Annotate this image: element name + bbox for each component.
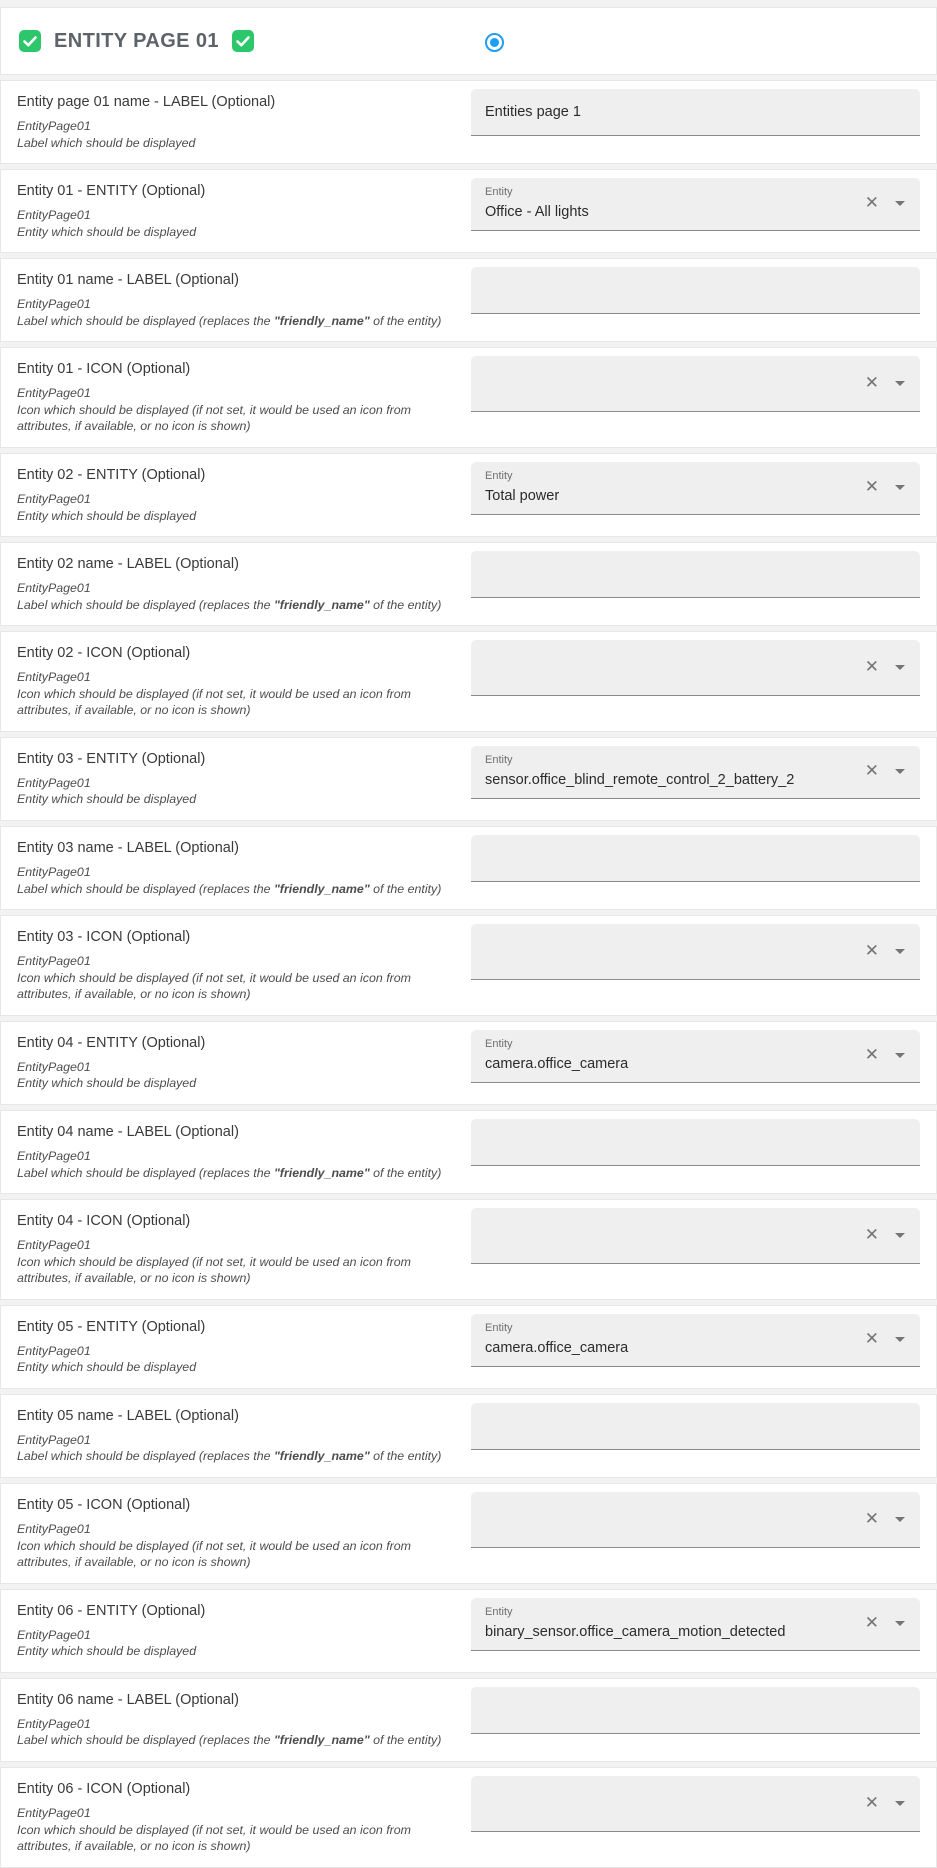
selected-value: Total power bbox=[485, 487, 560, 504]
selected-value: camera.office_camera bbox=[485, 1055, 629, 1072]
row-field-area bbox=[471, 1395, 936, 1460]
dropdown-arrow-icon[interactable] bbox=[895, 201, 905, 206]
row-description: Entity which should be displayed bbox=[17, 1076, 197, 1091]
row-title: Entity 01 - ENTITY (Optional) bbox=[17, 183, 206, 200]
clear-icon[interactable]: ✕ bbox=[864, 373, 879, 394]
row-schema-name: EntityPage01 bbox=[17, 1522, 91, 1537]
clear-icon[interactable]: ✕ bbox=[864, 657, 879, 678]
selected-value: camera.office_camera bbox=[485, 1339, 629, 1356]
row-info bbox=[1, 1679, 471, 1761]
row-info bbox=[1, 81, 471, 163]
row-field-area bbox=[471, 738, 936, 809]
row-title: Entity page 01 name - LABEL (Optional) bbox=[17, 94, 276, 110]
radio-selected-dot bbox=[490, 38, 499, 47]
field-icons bbox=[865, 924, 905, 979]
checkbox-checked-icon bbox=[232, 30, 254, 52]
dropdown-arrow-icon[interactable] bbox=[895, 1337, 905, 1342]
field-icons bbox=[865, 462, 905, 514]
row-title: Entity 03 - ENTITY (Optional) bbox=[17, 750, 206, 767]
selected-value: binary_sensor.office_camera_motion_detected bbox=[485, 1623, 786, 1640]
label-text-input[interactable] bbox=[471, 551, 920, 598]
field-floating-label: Entity bbox=[485, 1321, 513, 1334]
row-title: Entity 04 - ENTITY (Optional) bbox=[17, 1034, 206, 1051]
row-description: Icon which should be displayed (if not set, it would be used an icon from attributes, if available, or no icon is shown) bbox=[17, 970, 411, 1002]
row-field-area bbox=[471, 1679, 936, 1744]
row-description: Entity which should be displayed bbox=[17, 792, 197, 807]
row-schema-name: EntityPage01 bbox=[17, 119, 91, 134]
icon-combobox[interactable] bbox=[471, 1208, 920, 1264]
row-schema-name: EntityPage01 bbox=[17, 386, 91, 401]
row-schema-name: EntityPage01 bbox=[17, 1060, 91, 1075]
icon-combobox[interactable] bbox=[471, 640, 920, 696]
row-title: Entity 04 - ICON (Optional) bbox=[17, 1213, 191, 1230]
row-field-area bbox=[471, 348, 936, 422]
clear-icon[interactable]: ✕ bbox=[864, 761, 879, 782]
row-field-area bbox=[471, 1768, 936, 1842]
label-text-input[interactable] bbox=[471, 267, 920, 314]
row-description: Icon which should be displayed (if not set, it would be used an icon from attributes, if available, or no icon is shown) bbox=[17, 402, 411, 434]
row-schema-name: EntityPage01 bbox=[17, 1717, 91, 1732]
entity-combobox[interactable] bbox=[471, 1598, 920, 1651]
row-info bbox=[1, 1111, 471, 1193]
row-field-area bbox=[471, 916, 936, 990]
entity-combobox[interactable] bbox=[471, 1314, 920, 1367]
field-icons bbox=[865, 1776, 905, 1831]
label-text-input[interactable] bbox=[471, 1687, 920, 1734]
config-row bbox=[0, 80, 937, 164]
row-field-area bbox=[471, 454, 936, 525]
row-title: Entity 05 - ICON (Optional) bbox=[17, 1497, 191, 1514]
label-text-input[interactable] bbox=[471, 89, 920, 136]
config-row bbox=[0, 169, 937, 253]
row-field-area bbox=[471, 259, 936, 324]
field-icons bbox=[865, 356, 905, 411]
dropdown-arrow-icon[interactable] bbox=[895, 1053, 905, 1058]
row-field-area bbox=[471, 1200, 936, 1274]
row-info bbox=[1, 738, 471, 820]
selected-value: sensor.office_blind_remote_control_2_battery_2 bbox=[485, 771, 795, 788]
clear-icon[interactable]: ✕ bbox=[864, 1613, 879, 1634]
row-schema-name: EntityPage01 bbox=[17, 1806, 91, 1821]
row-field-area bbox=[471, 170, 936, 241]
config-row bbox=[0, 453, 937, 537]
row-schema-name: EntityPage01 bbox=[17, 1627, 91, 1642]
row-field-area bbox=[471, 827, 936, 892]
field-icons bbox=[865, 1208, 905, 1263]
row-field-area bbox=[471, 1590, 936, 1661]
field-icons bbox=[865, 746, 905, 798]
form-header bbox=[0, 7, 937, 75]
row-schema-name: EntityPage01 bbox=[17, 1238, 91, 1253]
row-field-area bbox=[471, 1306, 936, 1377]
field-icons bbox=[865, 640, 905, 695]
row-info bbox=[1, 1200, 471, 1299]
row-info bbox=[1, 1768, 471, 1867]
label-text-input[interactable] bbox=[471, 1403, 920, 1450]
row-description: Icon which should be displayed (if not set, it would be used an icon from attributes, if available, or no icon is shown) bbox=[17, 686, 411, 718]
icon-combobox[interactable] bbox=[471, 1776, 920, 1832]
config-row bbox=[0, 631, 937, 732]
row-description: Label which should be displayed (replaces the "friendly_name" of the entity) bbox=[17, 313, 442, 328]
config-row bbox=[0, 258, 937, 342]
row-info bbox=[1, 1022, 471, 1104]
row-description: Label which should be displayed (replaces the "friendly_name" of the entity) bbox=[17, 1733, 442, 1748]
dropdown-arrow-icon[interactable] bbox=[895, 1517, 905, 1522]
row-description: Label which should be displayed (replaces the "friendly_name" of the entity) bbox=[17, 1165, 442, 1180]
entity-combobox[interactable] bbox=[471, 178, 920, 231]
row-schema-name: EntityPage01 bbox=[17, 581, 91, 596]
icon-combobox[interactable] bbox=[471, 356, 920, 412]
field-floating-label: Entity bbox=[485, 1605, 513, 1618]
field-icons bbox=[865, 1030, 905, 1082]
config-row bbox=[0, 737, 937, 821]
row-info bbox=[1, 632, 471, 731]
row-description: Icon which should be displayed (if not set, it would be used an icon from attributes, if available, or no icon is shown) bbox=[17, 1822, 411, 1854]
row-title: Entity 05 - ENTITY (Optional) bbox=[17, 1318, 206, 1335]
clear-icon[interactable]: ✕ bbox=[864, 477, 879, 498]
entity-combobox[interactable] bbox=[471, 462, 920, 515]
row-description: Icon which should be displayed (if not set, it would be used an icon from attributes, if available, or no icon is shown) bbox=[17, 1254, 411, 1286]
dropdown-arrow-icon[interactable] bbox=[895, 1621, 905, 1626]
row-field-area bbox=[471, 543, 936, 608]
clear-icon[interactable]: ✕ bbox=[864, 1045, 879, 1066]
row-description: Label which should be displayed (replaces the "friendly_name" of the entity) bbox=[17, 881, 442, 896]
field-floating-label: Entity bbox=[485, 753, 513, 766]
row-description: Entity which should be displayed bbox=[17, 1360, 197, 1375]
row-info bbox=[1, 348, 471, 447]
label-text-input[interactable] bbox=[471, 835, 920, 882]
config-row bbox=[0, 1394, 937, 1478]
row-schema-name: EntityPage01 bbox=[17, 1149, 91, 1164]
icon-combobox[interactable] bbox=[471, 1492, 920, 1548]
field-floating-label: Entity bbox=[485, 1037, 513, 1050]
row-description: Entity which should be displayed bbox=[17, 508, 197, 523]
row-title: Entity 04 name - LABEL (Optional) bbox=[17, 1124, 239, 1141]
clear-icon[interactable]: ✕ bbox=[864, 1509, 879, 1530]
row-description: Entity which should be displayed bbox=[17, 224, 197, 239]
row-field-area bbox=[471, 81, 936, 146]
config-row bbox=[0, 1021, 937, 1105]
checkbox-checked-icon bbox=[19, 30, 41, 52]
row-info bbox=[1, 170, 471, 252]
config-row bbox=[0, 542, 937, 626]
config-row bbox=[0, 1110, 937, 1194]
row-title: Entity 01 - ICON (Optional) bbox=[17, 361, 191, 378]
label-text-input[interactable] bbox=[471, 1119, 920, 1166]
row-info bbox=[1, 1590, 471, 1672]
clear-icon[interactable]: ✕ bbox=[864, 193, 879, 214]
entity-combobox[interactable] bbox=[471, 1030, 920, 1083]
row-schema-name: EntityPage01 bbox=[17, 776, 91, 791]
clear-icon[interactable]: ✕ bbox=[864, 1329, 879, 1350]
row-info bbox=[1, 259, 471, 341]
row-info bbox=[1, 916, 471, 1015]
clear-icon[interactable]: ✕ bbox=[864, 941, 879, 962]
row-schema-name: EntityPage01 bbox=[17, 865, 91, 880]
config-row bbox=[0, 1767, 937, 1868]
row-schema-name: EntityPage01 bbox=[17, 208, 91, 223]
row-title: Entity 03 - ICON (Optional) bbox=[17, 929, 191, 946]
field-floating-label: Entity bbox=[485, 186, 513, 199]
row-title: Entity 02 - ICON (Optional) bbox=[17, 645, 191, 662]
dropdown-arrow-icon[interactable] bbox=[895, 381, 905, 386]
row-field-area bbox=[471, 1111, 936, 1176]
page-title: ENTITY PAGE 01 bbox=[54, 29, 219, 52]
dropdown-arrow-icon[interactable] bbox=[895, 949, 905, 954]
row-schema-name: EntityPage01 bbox=[17, 297, 91, 312]
field-icons bbox=[865, 1314, 905, 1366]
dropdown-arrow-icon[interactable] bbox=[895, 665, 905, 670]
row-info bbox=[1, 454, 471, 536]
field-floating-label: Entity bbox=[485, 470, 513, 483]
row-description: Label which should be displayed (replaces the "friendly_name" of the entity) bbox=[17, 1449, 442, 1464]
row-title: Entity 02 - ENTITY (Optional) bbox=[17, 467, 206, 484]
row-title: Entity 06 - ICON (Optional) bbox=[17, 1781, 191, 1798]
entity-combobox[interactable] bbox=[471, 746, 920, 799]
row-title: Entity 06 name - LABEL (Optional) bbox=[17, 1691, 239, 1708]
config-rows-list bbox=[0, 80, 937, 1868]
row-info bbox=[1, 827, 471, 909]
row-description: Label which should be displayed bbox=[17, 135, 196, 150]
row-title: Entity 05 name - LABEL (Optional) bbox=[17, 1407, 239, 1424]
section-radio-button[interactable] bbox=[485, 33, 504, 52]
row-schema-name: EntityPage01 bbox=[17, 954, 91, 969]
dropdown-arrow-icon[interactable] bbox=[895, 769, 905, 774]
config-row bbox=[0, 1305, 937, 1389]
field-icons bbox=[865, 178, 905, 230]
selected-value: Office - All lights bbox=[485, 203, 589, 220]
row-field-area bbox=[471, 1484, 936, 1558]
dropdown-arrow-icon[interactable] bbox=[895, 1233, 905, 1238]
dropdown-arrow-icon[interactable] bbox=[895, 485, 905, 490]
row-info bbox=[1, 543, 471, 625]
dropdown-arrow-icon[interactable] bbox=[895, 1801, 905, 1806]
row-field-area bbox=[471, 632, 936, 706]
field-icons bbox=[865, 1598, 905, 1650]
row-title: Entity 02 name - LABEL (Optional) bbox=[17, 556, 239, 573]
config-row bbox=[0, 826, 937, 910]
row-info bbox=[1, 1484, 471, 1583]
row-description: Icon which should be displayed (if not set, it would be used an icon from attributes, if available, or no icon is shown) bbox=[17, 1538, 411, 1570]
row-description: Label which should be displayed (replaces the "friendly_name" of the entity) bbox=[17, 597, 442, 612]
row-info bbox=[1, 1395, 471, 1477]
row-field-area bbox=[471, 1022, 936, 1093]
config-row bbox=[0, 1483, 937, 1584]
config-row bbox=[0, 915, 937, 1016]
row-title: Entity 06 - ENTITY (Optional) bbox=[17, 1602, 206, 1619]
config-row bbox=[0, 1678, 937, 1762]
icon-combobox[interactable] bbox=[471, 924, 920, 980]
row-schema-name: EntityPage01 bbox=[17, 1433, 91, 1448]
clear-icon[interactable]: ✕ bbox=[864, 1225, 879, 1246]
row-title: Entity 03 name - LABEL (Optional) bbox=[17, 840, 239, 857]
field-icons bbox=[865, 1492, 905, 1547]
row-title: Entity 01 name - LABEL (Optional) bbox=[17, 272, 239, 289]
row-info bbox=[1, 1306, 471, 1388]
row-description: Entity which should be displayed bbox=[17, 1644, 197, 1659]
clear-icon[interactable]: ✕ bbox=[864, 1793, 879, 1814]
row-schema-name: EntityPage01 bbox=[17, 670, 91, 685]
row-schema-name: EntityPage01 bbox=[17, 492, 91, 507]
config-row bbox=[0, 1589, 937, 1673]
config-row bbox=[0, 347, 937, 448]
row-schema-name: EntityPage01 bbox=[17, 1343, 91, 1358]
config-row bbox=[0, 1199, 937, 1300]
